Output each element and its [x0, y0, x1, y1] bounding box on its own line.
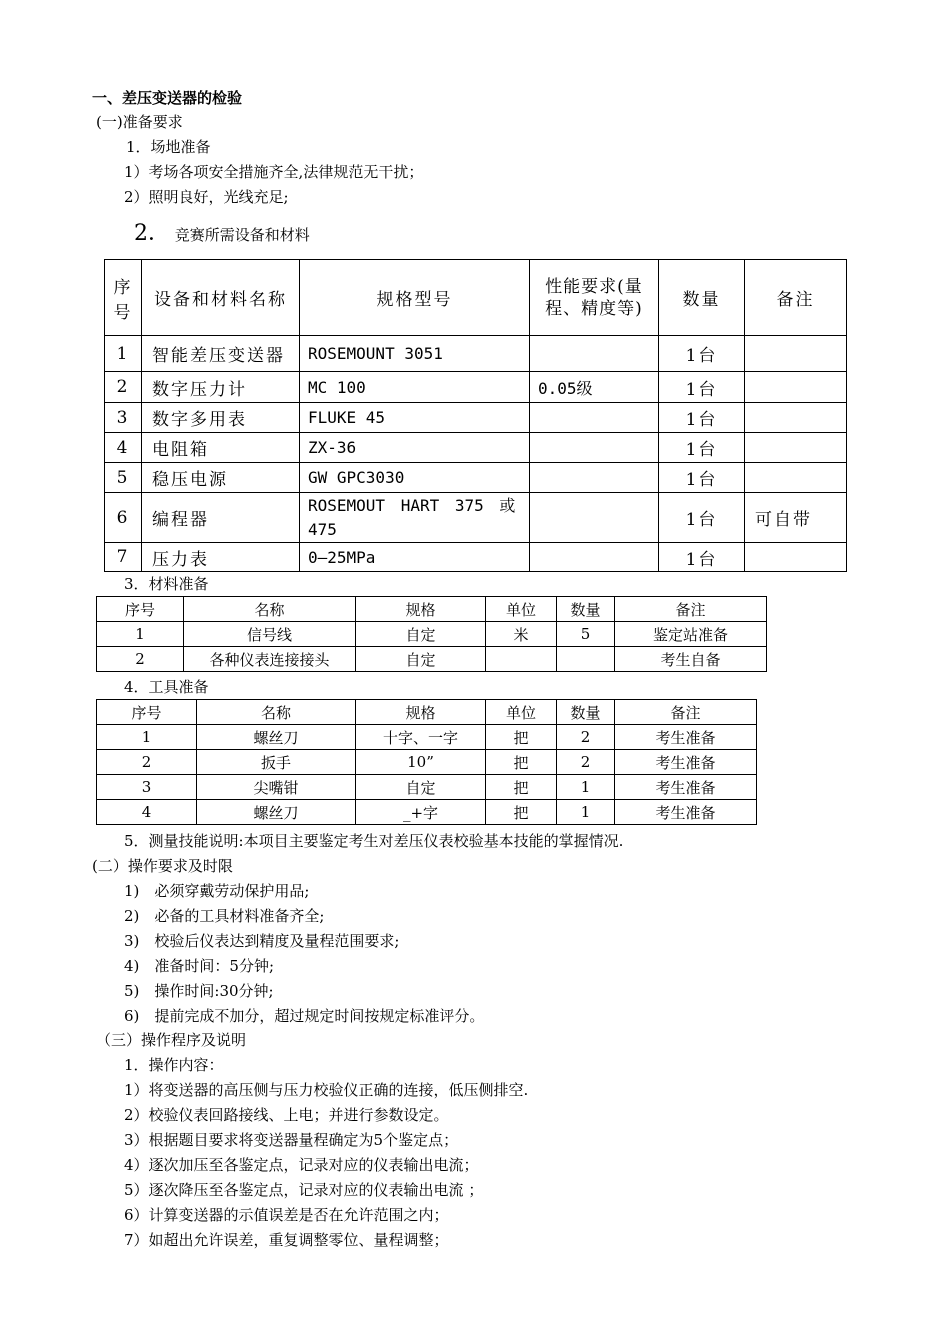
- col-header-performance: 性能要求(量程、精度等): [530, 260, 659, 336]
- cell-index: 4: [105, 433, 142, 463]
- table-row: [105, 433, 847, 463]
- table-row: [105, 372, 847, 403]
- cell-name: 螺丝刀: [197, 800, 356, 825]
- cell-index: 1: [97, 725, 197, 750]
- list-item: 1）将变送器的高压侧与压力校验仪正确的连接，低压侧排空.: [124, 1081, 529, 1099]
- col-header-spec: 规格: [356, 700, 486, 725]
- col-header-qty: 数量: [557, 700, 615, 725]
- cell-note: 考生准备: [615, 775, 757, 800]
- list-item: 7）如超出允许误差，重复调整零位、量程调整；: [124, 1231, 449, 1249]
- skill-note: 5．测量技能说明:本项目主要鉴定考生对差压仪表校验基本技能的掌握情况.: [124, 832, 624, 850]
- col-header-note: 备注: [615, 700, 757, 725]
- cell-note: [745, 372, 847, 403]
- cell-index: 2: [105, 372, 142, 403]
- cell-model: ROSEMOUNT 3051: [300, 336, 530, 372]
- cell-index: 4: [97, 800, 197, 825]
- cell-name: 信号线: [184, 622, 356, 647]
- table-row: [105, 336, 847, 372]
- col-header-model: 规格型号: [300, 260, 530, 336]
- col-header-index: 序号: [97, 700, 197, 725]
- col-header-name: 设备和材料名称: [142, 260, 300, 336]
- cell-name: 压力表: [142, 543, 300, 572]
- cell-note: 可自带: [745, 493, 847, 543]
- cell-performance: [530, 433, 659, 463]
- cell-spec: 10”: [356, 750, 486, 775]
- cell-unit: 把: [486, 750, 557, 775]
- site-item-2: 2）照明良好，光线充足;: [124, 188, 289, 206]
- cell-name: 智能差压变送器: [142, 336, 300, 372]
- cell-model: 0—25MPa: [300, 543, 530, 572]
- cell-index: 5: [105, 463, 142, 493]
- list-item: 2) 必备的工具材料准备齐全;: [124, 907, 325, 925]
- cell-performance: [530, 336, 659, 372]
- table-row: [105, 403, 847, 433]
- cell-unit: 把: [486, 775, 557, 800]
- cell-qty: 1台: [659, 433, 745, 463]
- cell-performance: [530, 463, 659, 493]
- list-item: 3) 校验后仪表达到精度及量程范围要求;: [124, 932, 400, 950]
- cell-qty: 1: [557, 775, 615, 800]
- cell-unit: [486, 647, 557, 672]
- cell-qty: 1: [557, 800, 615, 825]
- cell-name: 编程器: [142, 493, 300, 543]
- equipment-header-row: [105, 260, 847, 336]
- cell-index: 1: [105, 336, 142, 372]
- table-row: [97, 622, 767, 647]
- equip-section-title: 竞赛所需设备和材料: [174, 226, 310, 244]
- table-row: [97, 647, 767, 672]
- table-row: [97, 775, 757, 800]
- section-3-title: （三）操作程序及说明: [96, 1031, 247, 1049]
- operation-content-title: 1．操作内容：: [124, 1056, 224, 1074]
- cell-note: [745, 403, 847, 433]
- cell-unit: 米: [486, 622, 557, 647]
- col-header-qty: 数量: [557, 597, 615, 622]
- cell-index: 1: [97, 622, 184, 647]
- col-header-name: 名称: [197, 700, 356, 725]
- cell-unit: 把: [486, 800, 557, 825]
- col-header-spec: 规格: [356, 597, 486, 622]
- cell-name: 各种仪表连接接头: [184, 647, 356, 672]
- cell-qty: 1台: [659, 493, 745, 543]
- cell-model: ZX-36: [300, 433, 530, 463]
- cell-unit: 把: [486, 725, 557, 750]
- equip-section-number: 2．: [134, 221, 170, 246]
- table-row: [105, 463, 847, 493]
- cell-name: 稳压电源: [142, 463, 300, 493]
- material-table: [96, 596, 767, 672]
- cell-spec: 自定: [356, 775, 486, 800]
- cell-index: 7: [105, 543, 142, 572]
- cell-index: 3: [97, 775, 197, 800]
- col-header-index: 序号: [105, 260, 142, 336]
- col-header-note: 备注: [745, 260, 847, 336]
- cell-performance: 0.05级: [530, 372, 659, 403]
- material-header-row: [97, 597, 767, 622]
- cell-note: 考生自备: [615, 647, 767, 672]
- col-header-index: 序号: [97, 597, 184, 622]
- cell-spec: 自定: [356, 622, 486, 647]
- cell-qty: 1台: [659, 372, 745, 403]
- col-header-note: 备注: [615, 597, 767, 622]
- material-prep-title: 3．材料准备: [124, 575, 209, 593]
- cell-name: 尖嘴钳: [197, 775, 356, 800]
- cell-model: GW GPC3030: [300, 463, 530, 493]
- cell-note: 考生准备: [615, 800, 757, 825]
- cell-index: 2: [97, 647, 184, 672]
- section-1-title: (一)准备要求: [96, 113, 183, 131]
- equip-section-heading: [134, 221, 310, 246]
- section-2-title: (二）操作要求及时限: [92, 857, 233, 875]
- col-header-unit: 单位: [486, 700, 557, 725]
- list-item: 6）计算变送器的示值误差是否在允许范围之内；: [124, 1206, 449, 1224]
- cell-note: [745, 463, 847, 493]
- list-item: 6) 提前完成不加分，超过规定时间按规定标准评分。: [124, 1007, 485, 1025]
- cell-qty: 1台: [659, 463, 745, 493]
- page-heading: 一、差压变送器的检验: [92, 89, 243, 107]
- cell-name: 数字多用表: [142, 403, 300, 433]
- cell-index: 6: [105, 493, 142, 543]
- site-item-1: 1）考场各项安全措施齐全,法律规范无干扰；: [124, 163, 424, 181]
- table-row: [97, 725, 757, 750]
- col-header-name: 名称: [184, 597, 356, 622]
- cell-performance: [530, 543, 659, 572]
- site-prep-title: 1．场地准备: [126, 138, 211, 156]
- cell-performance: [530, 493, 659, 543]
- list-item: 3）根据题目要求将变送器量程确定为5个鉴定点；: [124, 1131, 459, 1149]
- col-header-qty: 数量: [659, 260, 745, 336]
- cell-note: 鉴定站准备: [615, 622, 767, 647]
- cell-qty: 5: [557, 622, 615, 647]
- tool-prep-title: 4．工具准备: [124, 678, 209, 696]
- list-item: 5) 操作时间:30分钟;: [124, 982, 274, 1000]
- list-item: 4) 准备时间：5分钟;: [124, 957, 274, 975]
- table-row: [105, 543, 847, 572]
- tool-header-row: [97, 700, 757, 725]
- table-row: [97, 750, 757, 775]
- cell-note: 考生准备: [615, 750, 757, 775]
- cell-spec: 十字、一字: [356, 725, 486, 750]
- cell-qty: 1台: [659, 403, 745, 433]
- cell-model: MC 100: [300, 372, 530, 403]
- cell-qty: 1台: [659, 543, 745, 572]
- cell-qty: [557, 647, 615, 672]
- cell-qty: 1台: [659, 336, 745, 372]
- cell-spec: 自定: [356, 647, 486, 672]
- cell-name: 数字压力计: [142, 372, 300, 403]
- cell-model: FLUKE 45: [300, 403, 530, 433]
- cell-qty: 2: [557, 750, 615, 775]
- table-row: [97, 800, 757, 825]
- cell-name: 扳手: [197, 750, 356, 775]
- table-row: [105, 493, 847, 543]
- cell-qty: 2: [557, 725, 615, 750]
- list-item: 2）校验仪表回路接线、上电；并进行参数设定。: [124, 1106, 449, 1124]
- cell-index: 2: [97, 750, 197, 775]
- cell-name: 电阻箱: [142, 433, 300, 463]
- tool-table: [96, 699, 757, 825]
- cell-spec: _+字: [356, 800, 486, 825]
- cell-model: ROSEMOUT HART 375 或475: [300, 493, 530, 543]
- cell-note: [745, 433, 847, 463]
- cell-index: 3: [105, 403, 142, 433]
- cell-note: [745, 543, 847, 572]
- cell-name: 螺丝刀: [197, 725, 356, 750]
- equipment-table: [104, 259, 847, 572]
- cell-note: [745, 336, 847, 372]
- cell-performance: [530, 403, 659, 433]
- cell-note: 考生准备: [615, 725, 757, 750]
- col-header-unit: 单位: [486, 597, 557, 622]
- list-item: 4）逐次加压至各鉴定点，记录对应的仪表输出电流；: [124, 1156, 479, 1174]
- list-item: 1) 必须穿戴劳动保护用品;: [124, 882, 310, 900]
- list-item: 5）逐次降压至各鉴定点，记录对应的仪表输出电流 ；: [124, 1181, 484, 1199]
